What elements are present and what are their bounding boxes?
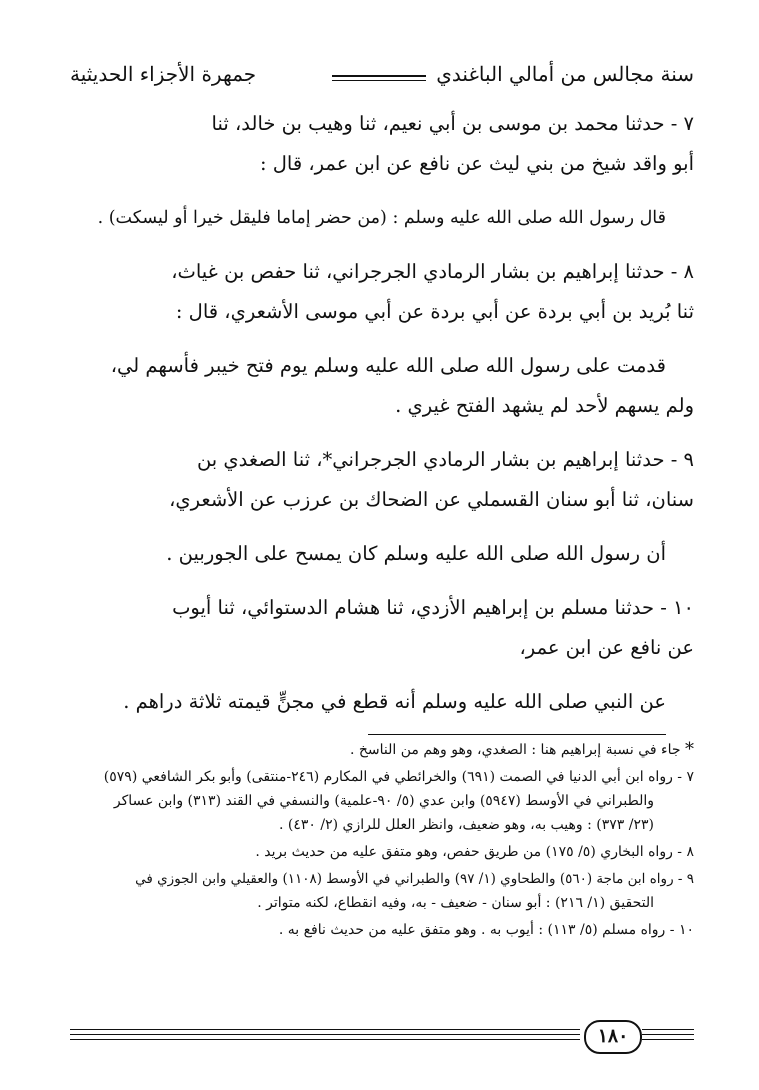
book-title: سنة مجالس من أمالي الباغندي — [436, 62, 694, 86]
footnote-10: ١٠ - رواه مسلم (٥/ ١١٣) : أيوب به . وهو متفق عليه من حديث نافع به . — [278, 922, 694, 938]
spacer — [70, 668, 694, 682]
hadith-7 — [70, 104, 694, 238]
footnote-7-cont: والطبراني في الأوسط (٥٩٤٧) وابن عدي (٥/ ٩٠-علمية) والنسفي في القند (٣١٣) وابن عساكر — [113, 793, 654, 809]
footer-rule — [70, 1039, 580, 1040]
footer-rule — [642, 1034, 694, 1035]
hadith-body — [70, 104, 694, 722]
star-footnote — [70, 738, 694, 762]
matn-line: قدمت على رسول الله صلى الله عليه وسلم يوم فتح خيبر فأسهم لي، — [110, 354, 666, 377]
footnote-9: ٩ - رواه ابن ماجة (٥٦٠) والطحاوي (١/ ٩٧) والطبراني في الأوسط (١١٠٨) والعقيلي وابن الجوزي في — [135, 871, 694, 887]
footnote-7-cont: (٢٣/ ٣٧٣) : وهيب به، وهو ضعيف، وانظر العلل للرازي (٢/ ٤٣٠) . — [278, 817, 654, 833]
isnad-line: سنان، ثنا أبو سنان القسملي عن الضحاك بن عرزب عن الأشعري، — [169, 488, 694, 511]
footer-rule — [70, 1029, 580, 1030]
isnad-line: ثنا بُريد بن أبي بردة عن أبي بردة عن أبي موسى الأشعري، قال : — [175, 300, 694, 323]
hadith-9 — [70, 440, 694, 574]
series-title: جمهرة الأجزاء الحديثية — [70, 62, 257, 86]
matn-line: أن رسول الله صلى الله عليه وسلم كان يمسح على الجوربين . — [166, 542, 666, 565]
running-header — [70, 62, 694, 94]
matn-line: عن النبي صلى الله عليه وسلم أنه قطع في مجنٍّ قيمته ثلاثة دراهم . — [123, 690, 666, 713]
footnote-7: ٧ - رواه ابن أبي الدنيا في الصمت (٦٩١) والخرائطي في المكارم (٢٤٦-منتقى) وأبو بكر الشافعي (٥٧٩) — [103, 769, 694, 785]
matn-line: ولم يسهم لأحد لم يشهد الفتح غيري . — [395, 394, 694, 417]
spacer — [70, 426, 694, 440]
page-number: ١٨٠ — [584, 1020, 642, 1054]
footer-rule — [70, 1034, 580, 1035]
footnotes — [70, 738, 694, 942]
header-ornament-rule — [332, 75, 426, 81]
isnad-line: ٨ - حدثنا إبراهيم بن بشار الرمادي الجرجراني، ثنا حفص بن غياث، — [171, 260, 694, 283]
spacer — [70, 332, 694, 346]
spacer — [70, 520, 694, 534]
isnad-line: ١٠ - حدثنا مسلم بن إبراهيم الأزدي، ثنا هشام الدستوائي، ثنا أيوب — [172, 596, 694, 619]
matn-line: قال رسول الله صلى الله عليه وسلم : (من حضر إماما فليقل خيرا أو ليسكت) . — [97, 208, 666, 228]
footnote-9-cont: التحقيق (١/ ٢١٦) : أبو سنان - ضعيف - به، وفيه انقطاع، لكنه متواتر . — [257, 895, 654, 911]
hadith-8 — [70, 252, 694, 426]
footnote-separator — [368, 734, 666, 735]
isnad-line: ٧ - حدثنا محمد بن موسى بن أبي نعيم، ثنا وهيب بن خالد، ثنا — [211, 112, 694, 135]
footer-rule — [642, 1029, 694, 1030]
page-footer — [70, 1018, 694, 1054]
footer-rule — [642, 1039, 694, 1040]
isnad-line: ٩ - حدثنا إبراهيم بن بشار الرمادي الجرجراني*، ثنا الصغدي بن — [196, 448, 694, 471]
isnad-line: عن نافع عن ابن عمر، — [519, 636, 694, 659]
footnote-8: ٨ - رواه البخاري (٥/ ١٧٥) من طريق حفص، وهو متفق عليه من حديث بريد . — [255, 844, 694, 860]
isnad-line: أبو واقد شيخ من بني ليث عن نافع عن ابن عمر، قال : — [259, 152, 694, 175]
spacer — [70, 574, 694, 588]
star-footnote-text: جاء في نسبة إبراهيم هنا : الصغدي، وهو وهم من الناسخ . — [349, 742, 681, 758]
hadith-10 — [70, 588, 694, 722]
spacer — [70, 184, 694, 198]
spacer — [70, 238, 694, 252]
footnote-star-mark: * — [685, 739, 694, 760]
